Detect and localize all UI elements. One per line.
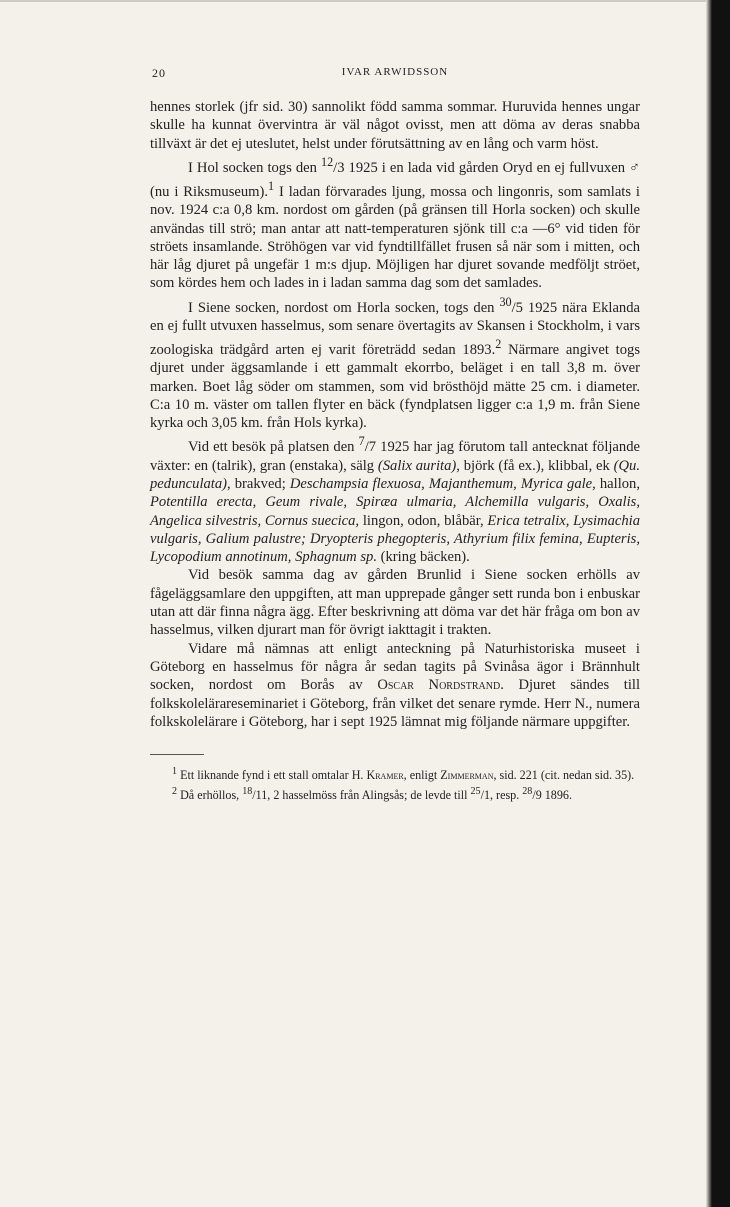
- text-run: hallon,: [595, 475, 640, 492]
- paragraph: [150, 640, 640, 731]
- italic-run: Deschampsia flexuosa, Majanthemum, Myrica gale,: [289, 475, 596, 492]
- running-head: [150, 66, 640, 86]
- text-run: lingon, odon, blåbär,: [359, 512, 488, 529]
- text-run: Närmare angivet togs djuret under äggsamlande i ett gammalt ekorrbo, beläget i en tall 3,8 m. över marken. Boet låg söder om stammen, som vid brösthöjd mätte 25 cm. i diameter. C:a 10 m. väster om tallen flyter en bäck (fyndplatsen ligger c:a 1,9 m. från Siene kyrka och 3,05 km. från Hols kyrka).: [150, 342, 640, 432]
- paragraph: [150, 293, 640, 433]
- italic-run: (Qu. pedunculata): [150, 457, 640, 492]
- page: [150, 66, 640, 803]
- text-run: /1, resp.: [480, 787, 523, 802]
- paragraph: [150, 566, 640, 639]
- paragraph: [150, 98, 640, 153]
- superscript: 18: [242, 785, 253, 797]
- italic-run: (Salix aurita): [377, 457, 457, 474]
- text-run: Vid ett besök på platsen den: [188, 439, 359, 456]
- text-run: , brakved;: [227, 475, 290, 492]
- body-text: [150, 98, 640, 731]
- text-run: Zimmerman: [440, 768, 494, 783]
- text-run: , sid. 221 (cit. nedan sid. 35).: [493, 768, 635, 783]
- italic-run: Erica tetralix, Lysimachia vulgaris, Galium palustre; Dryopteris phegopteris, Athyrium filix femina, Eupteris, Lycopodium annotinum, Sphagnum sp.: [150, 512, 641, 566]
- superscript: 30: [499, 294, 512, 309]
- text-run: , enligt: [403, 768, 441, 783]
- text-run: /9 1896.: [532, 787, 572, 802]
- superscript: 7: [358, 434, 365, 449]
- text-run: Då erhöllos,: [177, 787, 243, 802]
- text-run: /7 1925 har jag förutom tall antecknat följande växter: en (talrik), gran (enstaka), sälg: [150, 439, 640, 474]
- superscript: 25: [470, 785, 481, 797]
- scan-edge-right: [706, 0, 730, 1207]
- superscript: 1: [172, 766, 178, 778]
- footnotes: [150, 764, 640, 803]
- text-run: Kramer: [366, 768, 404, 783]
- text-run: (kring bäcken).: [376, 549, 470, 566]
- superscript: 12: [320, 154, 334, 169]
- text-run: Vid besök samma dag av gården Brunlid i Siene socken erhölls av fågeläggsamlare den uppgiften, att man upprepade gånger sett runda bon i enbuskar utan att där finna några ägg. Efter beskrivning att döma var det här fråga om bon av hasselmus, vilken djurart man för övrigt iakttagit i trakten.: [150, 567, 640, 639]
- superscript: 1: [268, 179, 275, 194]
- footnote: [150, 764, 640, 784]
- running-title: IVAR ARWIDSSON: [341, 66, 449, 78]
- footnote-rule: [150, 754, 204, 755]
- footnote: [150, 784, 640, 804]
- text-run: Vidare må nämnas att enligt anteckning på Naturhistoriska museet i Göteborg en hasselmus för några år sedan tagits på Svinåsa ägor i Brännhult socken, nordost om Borås av: [150, 640, 640, 694]
- superscript: 2: [495, 337, 502, 352]
- italic-run: Potentilla erecta, Geum rivale, Spiræa ulmaria, Alchemilla vulgaris, Oxalis, Angelica silvestris, Cornus suecica,: [150, 494, 640, 529]
- scan-edge-top: [0, 0, 706, 2]
- superscript: 2: [172, 785, 178, 797]
- text-run: I ladan förvarades ljung, mossa och lingonris, som samlats i nov. 1924 c:a 0,8 km. nordost om gården (på gränsen till Horla socken) och skulle användas till strö; man antar att natt-temperaturen sjönk till c:a —6° vid tiden för ströets insamlande. Ströhögen var vid fyndtillfället frusen så när som i mitten, och här låg djuret på ungefär 1 m:s djup. Möjligen har djuret sovande medföljt ströet, som kördes hem och lades in i ladan samma dag som det samlades.: [150, 183, 640, 292]
- text-run: Oscar Nordstrand: [377, 677, 501, 694]
- text-run: I Siene socken, nordost om Horla socken, togs den: [188, 299, 500, 316]
- text-run: /3 1925 i en lada vid gården Oryd en ej fullvuxen ♂ (nu i Riksmuseum).: [150, 159, 640, 200]
- text-run: /5 1925 nära Eklanda en ej fullt utvuxen hasselmus, som senare övertagits av Skansen i Stockholm, i vars zoologiska trädgård arten ej varit företrädd sedan 1893.: [150, 299, 640, 358]
- superscript: 28: [522, 785, 533, 797]
- text-run: hennes storlek (jfr sid. 30) sannolikt född samma sommar. Huruvida hennes ungar skulle ha kunnat övervintra är väl något ovisst, men att döma av deras snabba tillväxt är det ej uteslutet, helst under förutsättning av en lång och varm höst.: [150, 99, 640, 152]
- paragraph: [150, 432, 640, 566]
- paragraph: [150, 153, 640, 293]
- page-number: 20: [152, 66, 166, 80]
- text-run: Ett liknande fynd i ett stall omtalar H.: [177, 768, 367, 783]
- text-run: , björk (få ex.), klibbal, ek: [456, 457, 614, 474]
- text-run: I Hol socken togs den: [188, 159, 321, 176]
- text-run: . Djuret sändes till folkskolelärareseminariet i Göteborg, från vilket det senare rymde. Herr N., numera folkskolelärare i Göteborg, har i sept 1925 lämnat mig följande närmare uppgifter.: [150, 677, 641, 730]
- text-run: /11, 2 hasselmöss från Alingsås; de levde till: [252, 787, 471, 802]
